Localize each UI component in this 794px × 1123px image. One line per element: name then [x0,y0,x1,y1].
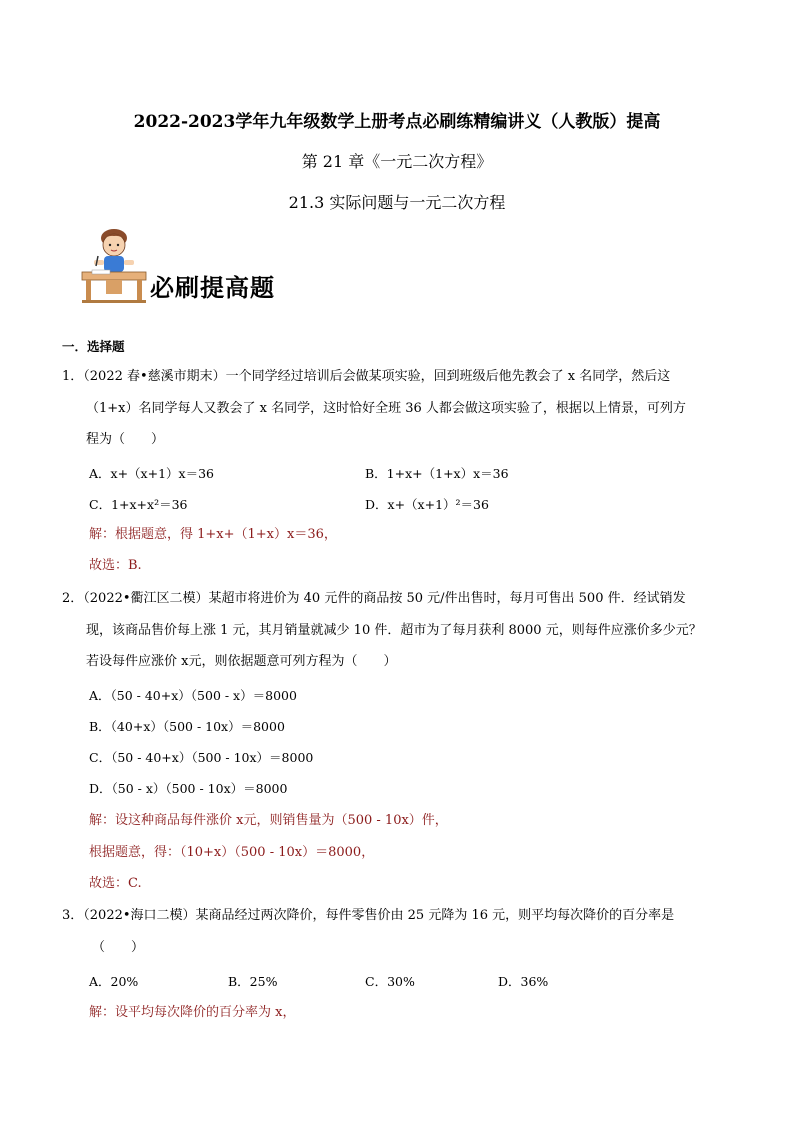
student-at-desk-illustration [78,226,150,306]
q1-line-2: （1+x）名同学每人又教会了 x 名同学，这时恰好全班 36 人都会做这项实验了，根据以上情景，可列方 [86,401,686,416]
q3-option-c: C．30% [365,974,415,989]
q2-option-d: D．（50 - x）（500 - 10x）＝8000 [89,781,288,796]
q2-line-3: 若设每件应涨价 x元，则依据题意可列方程为（ ） [86,654,397,669]
q1-line-3: 程为（ ） [86,432,165,447]
q1-solution: 解：根据题意，得 1+x+（1+x）x＝36， [89,527,337,542]
q2-solution-1: 解：设这种商品每件涨价 x元，则销售量为（500 - 10x）件， [89,813,448,828]
q1-option-b: B．1+x+（1+x）x＝36 [365,466,509,481]
q2-line-1: 2．（2022•衢江区二模）某超市将进价为 40 元件的商品按 50 元/件出售时，每月可售出 500 件．经试销发 [62,591,686,606]
section-title: 21.3 实际问题与一元二次方程 [288,193,506,212]
q2-line-2: 现，该商品售价每上涨 1 元，其月销量就减少 10 件．超市为了每月获利 8000 元，则每件应涨价多少元？ [86,623,702,638]
chapter-title: 第 21 章《一元二次方程》 [301,152,493,171]
q1-option-d: D．x+（x+1）²＝36 [365,497,489,512]
q3-option-d: D．36% [498,974,549,989]
q2-option-c: C．（50 - 40+x）（500 - 10x）＝8000 [89,750,314,765]
q2-answer: 故选：C. [89,876,142,891]
q2-solution-2: 根据题意，得：（10+x）（500 - 10x）＝8000， [89,845,375,860]
q1-option-c: C．1+x+x²＝36 [89,497,188,512]
q3-option-a: A．20% [89,974,139,989]
q1-option-a: A．x+（x+1）x＝36 [89,466,214,481]
banner-label: 必刷提高题 [150,274,275,302]
q3-solution: 解：设平均每次降价的百分率为 x， [89,1005,296,1020]
q3-option-b: B．25% [228,974,278,989]
section-heading: 一．选择题 [62,339,125,354]
q2-option-b: B．（40+x）（500 - 10x）＝8000 [89,719,285,734]
q3-line-1: 3．（2022•海口二模）某商品经过两次降价，每件零售价由 25 元降为 16 元，则平均每次降价的百分率是 [62,908,675,923]
document-title: 2022-2023学年九年级数学上册考点必刷练精编讲义（人教版）提高 [133,112,661,132]
q1-line-1: 1．（2022 春•慈溪市期末）一个同学经过培训后会做某项实验，回到班级后他先教会了 x 名同学，然后这 [62,369,671,384]
q2-option-a: A．（50 - 40+x）（500 - x）＝8000 [89,688,297,703]
q3-line-2: （ ） [92,940,145,955]
q1-answer: 故选：B. [89,558,142,573]
